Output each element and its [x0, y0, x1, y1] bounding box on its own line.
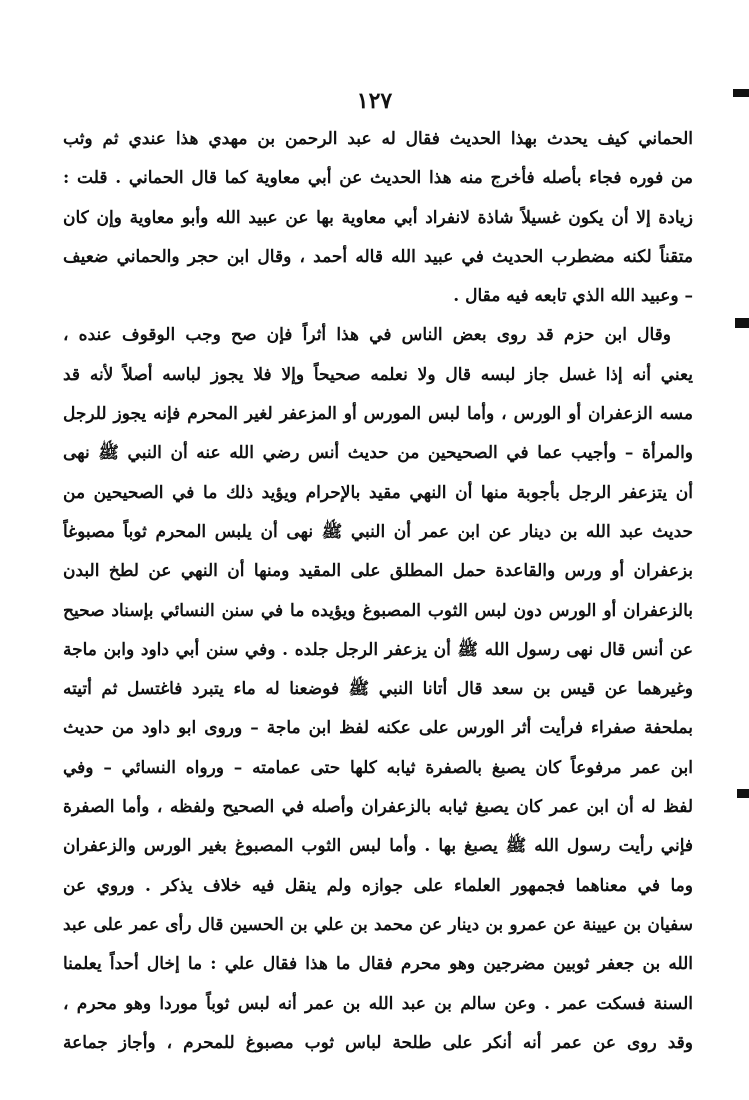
text-line: وما في معناهما فجمهور العلماء على جوازه ولم ينقل فيه خلاف يذكر . وروي عن	[63, 875, 693, 896]
text-line: وغيرهما عن قيس بن سعد قال أتانا النبي ﷺ فوضعنا له ماء يتبرد فاغتسل ثم أتيته	[63, 679, 693, 700]
text-line: الله بن جعفر ثوبين مضرجين وهو محرم فقال ما هذا فقال علي : ما إخال أحداً يعلمنا	[63, 954, 693, 975]
text-line: بزعفران أو ورس والقاعدة حمل المطلق على المقيد ومنها أن النهي عن لطخ البدن	[63, 561, 693, 582]
text-line: ابن عمر مرفوعاً كان يصبغ بالصفرة ثيابه كلها حتى عمامته – ورواه النسائي – وفي	[63, 757, 693, 778]
text-line: السنة فسكت عمر . وعن سالم بن عبد الله بن عمر أنه لبس ثوباً موردا وهو محرم ،	[63, 993, 693, 1014]
text-line: متقناً لكنه مضطرب الحديث في عبيد الله قاله أحمد ، وقال ابن حجر والحماني ضعيف	[63, 246, 693, 267]
page-number: ١٢٧	[356, 88, 393, 114]
text-line: من فوره فجاء بأصله فأخرج منه هذا الحديث عن أبي معاوية كما قال الحماني . قلت :	[63, 168, 693, 189]
text-line: عن أنس قال نهى رسول الله ﷺ أن يزعفر الرجل جلده . وفي سنن أبي داود وابن ماجة	[63, 639, 693, 660]
text-line: فإني رأيت رسول الله ﷺ يصبغ بها . وأما لبس الثوب المصبوغ بغير الورس والزعفران	[63, 836, 693, 857]
text-line: مسه الزعفران أو الورس ، وأما لبس المورس أو المزعفر لغير المحرم فإنه يجوز للرجل	[63, 404, 693, 425]
text-line: – وعبيد الله الذي تابعه فيه مقال .	[453, 286, 693, 307]
scan-edge-mark	[735, 318, 749, 328]
text-line: وقال ابن حزم قد روى بعض الناس في هذا أثراً فإن صح وجب الوقوف عنده ،	[63, 325, 671, 346]
text-line: وقد روى عن عمر أنه أنكر على طلحة لباس ثوب مصبوغ للمحرم ، وأجاز جماعة	[63, 1032, 693, 1053]
text-line: بملحفة صفراء فرأيت أثر الورس على عكنه لفظ ابن ماجة – وروى ابو داود من حديث	[63, 718, 693, 739]
scan-edge-mark	[737, 789, 749, 798]
text-line: الحماني كيف يحدث بهذا الحديث فقال له عبد الرحمن بن مهدي هذا عندي ثم وثب	[63, 129, 693, 149]
text-line: حديث عبد الله بن دينار عن ابن عمر أن النبي ﷺ نهى أن يلبس المحرم ثوباً مصبوغاً	[63, 521, 693, 542]
text-line: بالزعفران أو الورس دون لبس الثوب المصبوغ ويؤيده ما في سنن النسائي بإسناد صحيح	[63, 600, 693, 621]
text-line: لفظ له أن ابن عمر كان يصبغ ثيابه بالزعفران وأصله في الصحيح ولفظه ، وأما الصفرة	[63, 797, 693, 818]
text-line: يعني أنه إذا غسل جاز لبسه قال ولا نعلمه صحيحاً وإلا فلا يجوز لباسه أصلاً لأنه قد	[63, 364, 693, 385]
text-line: زيادة إلا أن يكون غسيلاً شاذة لانفراد أبي معاوية بها عن عبيد الله وأبو معاوية وإن كان	[63, 207, 693, 228]
scan-edge-mark	[733, 89, 749, 97]
text-line: أن يتزعفر الرجل بأجوبة منها أن النهي مقيد بالإحرام ويؤيد ذلك ما في الصحيحين من	[63, 482, 693, 503]
body-text	[63, 120, 693, 1063]
text-line: سفيان بن عيينة عن عمرو بن دينار عن محمد بن علي بن الحسين قال رأى عمر على عبد	[63, 914, 693, 935]
text-line: والمرأة – وأجيب عما في الصحيحين من حديث أنس رضي الله عنه أن النبي ﷺ نهى	[63, 443, 693, 464]
